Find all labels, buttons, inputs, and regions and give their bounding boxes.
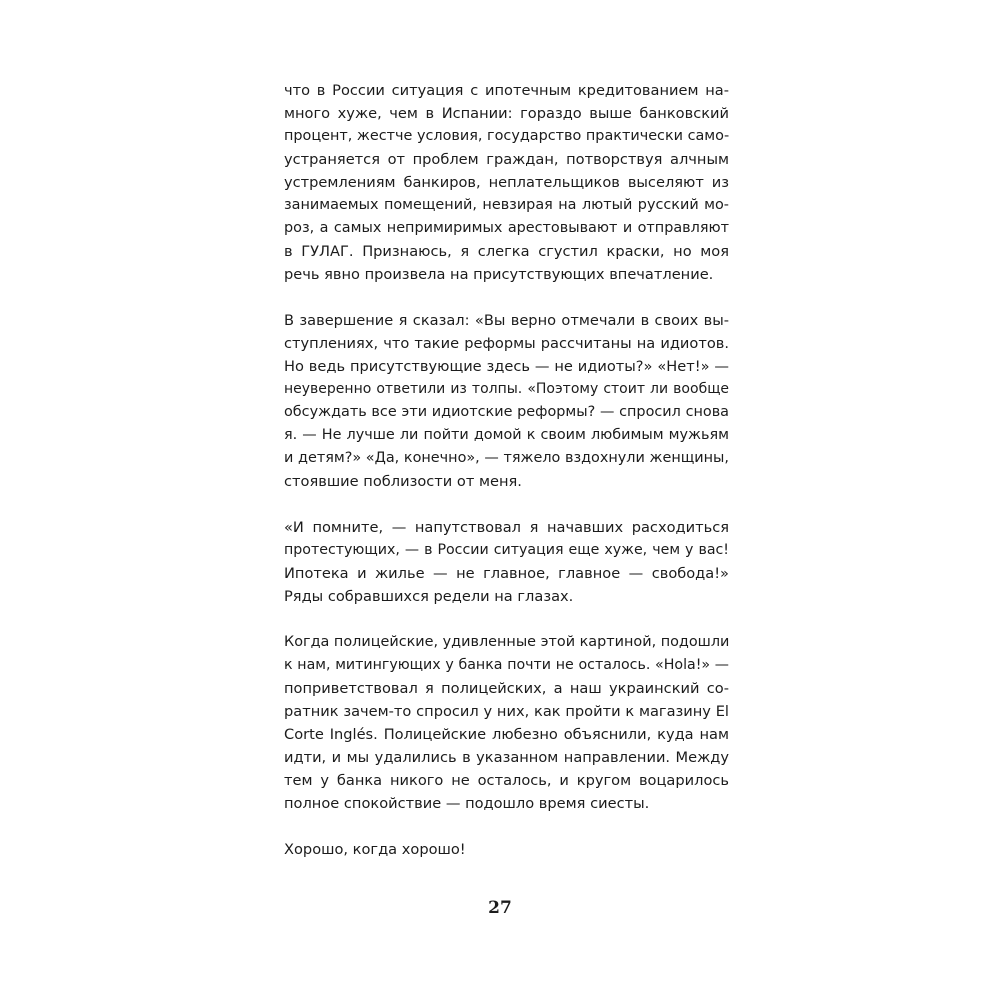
paragraph bbox=[284, 838, 729, 861]
text-line: роз, а самых непримиримых арестовывают и отправляют bbox=[284, 220, 729, 236]
text-line: Хорошо, когда хорошо! bbox=[284, 841, 466, 858]
text-line: «И помните, — напутствовал я начавших расходиться bbox=[284, 519, 729, 536]
text-line: что в России ситуация с ипотечным кредитованием на- bbox=[284, 82, 729, 99]
text-line: тем у банка никого не осталось, и кругом воцарилось bbox=[284, 772, 729, 789]
text-line: в ГУЛАГ. Признаюсь, я слегка сгустил краски, но моя bbox=[284, 243, 729, 260]
text-line: В завершение я сказал: «Вы верно отмечали в своих вы- bbox=[284, 312, 729, 329]
text-line: неуверенно ответили из толпы. «Поэтому стоит ли вообще bbox=[284, 381, 729, 397]
text-line: Ряды собравшихся редели на глазах. bbox=[284, 588, 574, 605]
text-line: Когда полицейские, удивленные этой картиной, подошли bbox=[284, 634, 730, 650]
paragraph bbox=[284, 79, 729, 286]
text-line: Но ведь присутствующие здесь — не идиоты?» «Нет!» — bbox=[284, 358, 729, 375]
text-line: устремлениям банкиров, неплательщиков выселяют из bbox=[284, 174, 729, 191]
text-line: идти, и мы удалились в указанном направлении. Между bbox=[284, 749, 729, 766]
text-line: ступлениях, что такие реформы рассчитаны на идиотов. bbox=[284, 335, 729, 352]
text-line: Ипотека и жилье — не главное, главное — свобода!» bbox=[284, 565, 729, 582]
text-line: ратник зачем-то спросил у них, как пройти к магазину El bbox=[284, 703, 729, 720]
paragraph bbox=[284, 631, 729, 815]
paragraph-spacer bbox=[284, 608, 729, 631]
page-number: 27 bbox=[488, 898, 512, 918]
text-line: полное спокойствие — подошло время сиесты. bbox=[284, 795, 650, 812]
text-line: процент, жестче условия, государство практически само- bbox=[284, 128, 730, 144]
text-line: к нам, митингующих у банка почти не осталось. «Hola!» — bbox=[284, 657, 729, 673]
text-line: много хуже, чем в Испании: гораздо выше банковский bbox=[284, 105, 729, 122]
text-line: устраняется от проблем граждан, потворствуя алчным bbox=[284, 151, 729, 168]
text-line: речь явно произвела на присутствующих впечатление. bbox=[284, 266, 714, 283]
paragraph-spacer bbox=[284, 286, 729, 309]
text-line: Corte Inglés. Полицейские любезно объяснили, куда нам bbox=[284, 726, 729, 743]
text-line: я. — Не лучше ли пойти домой к своим любимым мужьям bbox=[284, 427, 729, 443]
text-line: обсуждать все эти идиотские реформы? — спросил снова bbox=[284, 404, 729, 420]
body-text bbox=[284, 79, 729, 861]
paragraph bbox=[284, 309, 729, 493]
paragraph bbox=[284, 516, 729, 608]
paragraph-spacer bbox=[284, 815, 729, 838]
text-line: занимаемых помещений, невзирая на лютый русский мо- bbox=[284, 197, 729, 213]
text-line: стоявшие поблизости от меня. bbox=[284, 473, 522, 490]
text-line: протестующих, — в России ситуация еще хуже, чем у вас! bbox=[284, 542, 729, 558]
paragraph-spacer bbox=[284, 493, 729, 516]
text-line: и детям?» «Да, конечно», — тяжело вздохнули женщины, bbox=[284, 450, 729, 466]
text-line: поприветствовал я полицейских, а наш украинский со- bbox=[284, 680, 729, 697]
